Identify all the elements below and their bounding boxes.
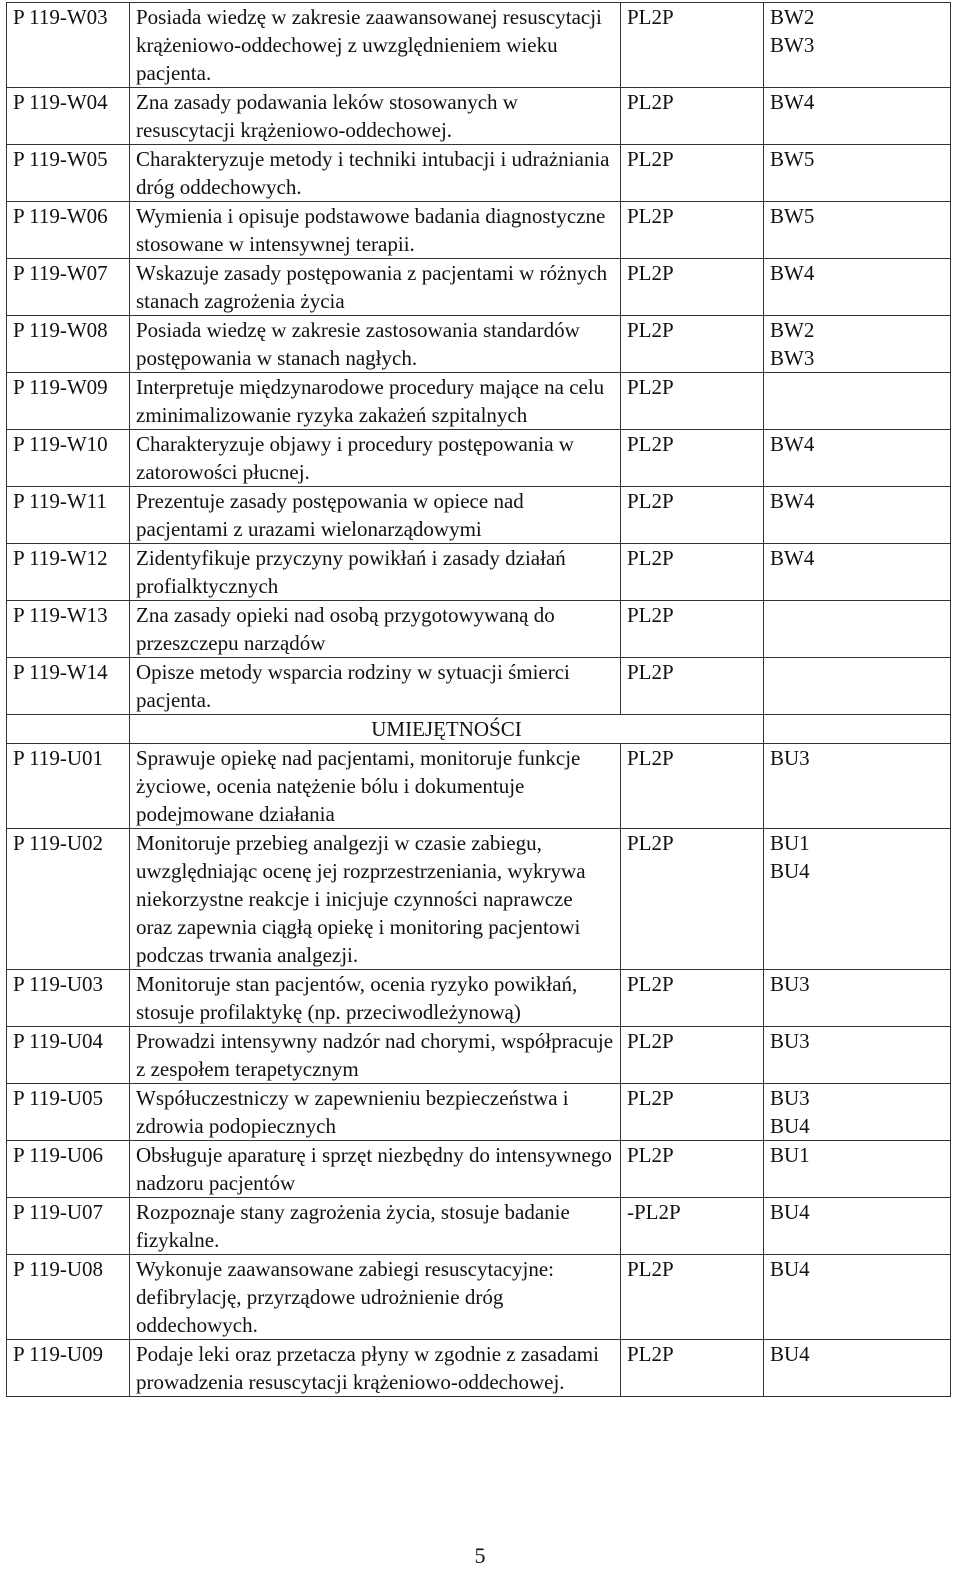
table-row (7, 544, 951, 601)
effect-code: BW4 (770, 489, 815, 513)
effect-code: BW2 (770, 5, 815, 29)
effect-code: BW2 (770, 318, 815, 342)
table-row (7, 373, 951, 430)
outcome-code: P 119-W06 (7, 202, 130, 259)
outcome-reference: PL2P (621, 3, 764, 88)
outcome-code: P 119-U09 (7, 1340, 130, 1397)
effect-code: BW5 (770, 204, 815, 228)
effect-code: BU4 (770, 1200, 810, 1224)
table-row (7, 259, 951, 316)
outcome-reference: PL2P (621, 970, 764, 1027)
outcome-reference: PL2P (621, 1084, 764, 1141)
table-row (7, 202, 951, 259)
outcome-reference: PL2P (621, 829, 764, 970)
effect-code: BW4 (770, 546, 815, 570)
outcome-description: Charakteryzuje objawy i procedury postępowania w zatorowości płucnej. (130, 430, 621, 487)
table-row (7, 88, 951, 145)
outcome-description: Wymienia i opisuje podstawowe badania diagnostyczne stosowane w intensywnej terapii. (130, 202, 621, 259)
outcome-code: P 119-W03 (7, 3, 130, 88)
table-row (7, 1340, 951, 1397)
table-row (7, 601, 951, 658)
outcome-code: P 119-W10 (7, 430, 130, 487)
learning-outcomes-table (6, 2, 951, 1397)
outcome-description: Wykonuje zaawansowane zabiegi resuscytacyjne: defibrylację, przyrządowe udrożnienie dróg oddechowych. (130, 1255, 621, 1340)
effect-code: BW5 (770, 147, 815, 171)
outcome-effects (764, 373, 951, 430)
outcome-description: Monitoruje stan pacjentów, ocenia ryzyko powikłań, stosuje profilaktykę (np. przeciwodleżynową) (130, 970, 621, 1027)
outcome-effects (764, 316, 951, 373)
outcome-reference: PL2P (621, 658, 764, 715)
outcome-effects (764, 1198, 951, 1255)
outcome-effects (764, 487, 951, 544)
outcome-reference: PL2P (621, 1027, 764, 1084)
knowledge-rows (7, 3, 951, 715)
outcome-description: Posiada wiedzę w zakresie zastosowania standardów postępowania w stanach nagłych. (130, 316, 621, 373)
table-row (7, 1198, 951, 1255)
outcome-code: P 119-W11 (7, 487, 130, 544)
outcome-reference: PL2P (621, 88, 764, 145)
outcome-effects (764, 1084, 951, 1141)
outcome-description: Rozpoznaje stany zagrożenia życia, stosuje badanie fizykalne. (130, 1198, 621, 1255)
outcome-reference: PL2P (621, 544, 764, 601)
outcome-description: Charakteryzuje metody i techniki intubacji i udrażniania dróg oddechowych. (130, 145, 621, 202)
outcome-reference: PL2P (621, 373, 764, 430)
effect-code: BW4 (770, 261, 815, 285)
outcome-reference: PL2P (621, 316, 764, 373)
outcome-code: P 119-U07 (7, 1198, 130, 1255)
outcome-description: Posiada wiedzę w zakresie zaawansowanej resuscytacji krążeniowo-oddechowej z uwzględnieniem wieku pacjenta. (130, 3, 621, 88)
outcome-code: P 119-U01 (7, 744, 130, 829)
outcome-description: Zna zasady podawania leków stosowanych w resuscytacji krążeniowo-oddechowej. (130, 88, 621, 145)
table-row (7, 1084, 951, 1141)
outcome-code: P 119-W07 (7, 259, 130, 316)
outcome-effects (764, 1340, 951, 1397)
outcome-effects (764, 601, 951, 658)
outcome-reference: PL2P (621, 601, 764, 658)
outcome-code: P 119-W09 (7, 373, 130, 430)
effect-code: BW4 (770, 432, 815, 456)
outcome-effects (764, 3, 951, 88)
outcome-code: P 119-W12 (7, 544, 130, 601)
effect-code: BW4 (770, 90, 815, 114)
outcome-description: Zna zasady opieki nad osobą przygotowywaną do przeszczepu narządów (130, 601, 621, 658)
outcome-effects (764, 202, 951, 259)
section-heading-blank-right (764, 715, 951, 744)
outcome-reference: PL2P (621, 487, 764, 544)
table-row (7, 430, 951, 487)
effect-code: BU4 (770, 859, 810, 883)
outcome-reference: PL2P (621, 145, 764, 202)
outcome-description: Prowadzi intensywny nadzór nad chorymi, współpracuje z zespołem terapetycznym (130, 1027, 621, 1084)
outcome-code: P 119-U03 (7, 970, 130, 1027)
table-row (7, 829, 951, 970)
table-row (7, 970, 951, 1027)
outcome-code: P 119-U06 (7, 1141, 130, 1198)
outcome-code: P 119-U08 (7, 1255, 130, 1340)
outcome-effects (764, 658, 951, 715)
effect-code: BU4 (770, 1257, 810, 1281)
outcome-description: Wskazuje zasady postępowania z pacjentami w różnych stanach zagrożenia życia (130, 259, 621, 316)
effect-code: BW3 (770, 346, 815, 370)
effect-code: BU3 (770, 1029, 810, 1053)
outcome-code: P 119-W13 (7, 601, 130, 658)
table-row (7, 316, 951, 373)
table-row (7, 658, 951, 715)
outcome-description: Sprawuje opiekę nad pacjentami, monitoruje funkcje życiowe, ocenia natężenie bólu i dokumentuje podejmowane działania (130, 744, 621, 829)
table-row (7, 3, 951, 88)
outcome-effects (764, 88, 951, 145)
outcome-effects (764, 145, 951, 202)
skills-rows (7, 744, 951, 1397)
outcome-description: Monitoruje przebieg analgezji w czasie zabiegu, uwzględniając ocenę jej rozprzestrzeniania, wykrywa niekorzystne reakcje i inicjuje czynności naprawcze oraz zapewnia ciągłą opiekę i monitoring pacjentowi podczas trwania analgezji. (130, 829, 621, 970)
outcome-description: Zidentyfikuje przyczyny powikłań i zasady działań profialktycznych (130, 544, 621, 601)
section-heading: UMIEJĘTNOŚCI (130, 715, 764, 744)
effect-code: BU3 (770, 972, 810, 996)
section-heading-blank (7, 715, 130, 744)
section-heading-row (7, 715, 951, 744)
table-row (7, 145, 951, 202)
outcome-effects (764, 259, 951, 316)
outcome-description: Prezentuje zasady postępowania w opiece nad pacjentami z urazami wielonarządowymi (130, 487, 621, 544)
outcome-reference: PL2P (621, 1141, 764, 1198)
table-row (7, 487, 951, 544)
table-row (7, 1141, 951, 1198)
outcome-reference: PL2P (621, 430, 764, 487)
outcome-description: Obsługuje aparaturę i sprzęt niezbędny do intensywnego nadzoru pacjentów (130, 1141, 621, 1198)
effect-code: BU3 (770, 1086, 810, 1110)
effect-code: BU1 (770, 1143, 810, 1167)
table-row (7, 1027, 951, 1084)
effect-code: BU4 (770, 1342, 810, 1366)
outcome-effects (764, 744, 951, 829)
outcome-code: P 119-W08 (7, 316, 130, 373)
effect-code: BU3 (770, 746, 810, 770)
table-row (7, 1255, 951, 1340)
outcome-effects (764, 430, 951, 487)
effect-code: BW3 (770, 33, 815, 57)
outcome-effects (764, 970, 951, 1027)
outcome-reference: PL2P (621, 744, 764, 829)
outcome-reference: PL2P (621, 1340, 764, 1397)
outcome-reference: PL2P (621, 259, 764, 316)
outcome-effects (764, 544, 951, 601)
page-number: 5 (474, 1543, 486, 1568)
outcome-effects (764, 1027, 951, 1084)
effect-code: BU4 (770, 1114, 810, 1138)
skills-section (7, 715, 951, 744)
outcome-description: Interpretuje międzynarodowe procedury mające na celu zminimalizowanie ryzyka zakażeń szpitalnych (130, 373, 621, 430)
outcome-description: Podaje leki oraz przetacza płyny w zgodnie z zasadami prowadzenia resuscytacji krążeniowo-oddechowej. (130, 1340, 621, 1397)
outcome-code: P 119-U02 (7, 829, 130, 970)
outcome-code: P 119-U04 (7, 1027, 130, 1084)
outcome-code: P 119-W14 (7, 658, 130, 715)
outcome-reference: -PL2P (621, 1198, 764, 1255)
outcome-effects (764, 1255, 951, 1340)
outcome-reference: PL2P (621, 1255, 764, 1340)
outcome-reference: PL2P (621, 202, 764, 259)
effect-code: BU1 (770, 831, 810, 855)
outcome-effects (764, 829, 951, 970)
outcome-effects (764, 1141, 951, 1198)
table-row (7, 744, 951, 829)
outcome-code: P 119-W04 (7, 88, 130, 145)
outcome-description: Współuczestniczy w zapewnieniu bezpieczeństwa i zdrowia podopiecznych (130, 1084, 621, 1141)
outcome-code: P 119-W05 (7, 145, 130, 202)
outcome-code: P 119-U05 (7, 1084, 130, 1141)
outcome-description: Opisze metody wsparcia rodziny w sytuacji śmierci pacjenta. (130, 658, 621, 715)
